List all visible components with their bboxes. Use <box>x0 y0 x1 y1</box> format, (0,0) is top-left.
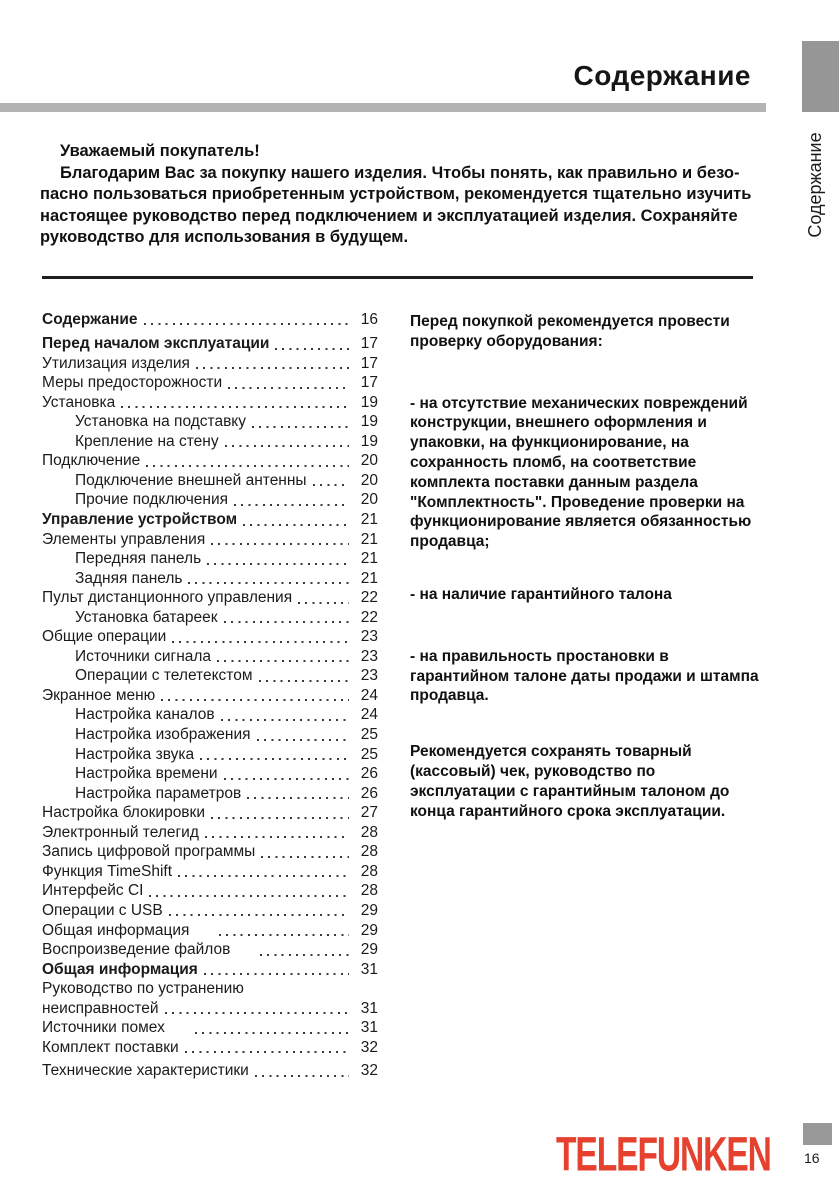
toc-row <box>42 861 378 881</box>
dotted-leader <box>207 563 349 565</box>
toc-item-label: Передняя панель <box>75 550 202 568</box>
section-divider <box>42 276 753 279</box>
toc-item-label: Установка на подставку <box>75 413 247 431</box>
toc-row <box>42 705 378 725</box>
toc-row <box>42 900 378 920</box>
toc-item-label: Настройка изображения <box>75 726 251 744</box>
toc-item-label: Перед началом эксплуатации <box>42 335 270 353</box>
toc-page-number: 32 <box>360 1062 378 1080</box>
intro-body <box>40 163 758 249</box>
dotted-leader <box>225 445 349 447</box>
toc-item-label: Утилизация изделия <box>42 354 190 372</box>
toc-item-label: Содержание <box>42 310 138 328</box>
intro-line: пасно пользоваться приобретенным устройством, рекомендуется тщательно изучить <box>40 185 752 203</box>
toc-row <box>42 549 378 569</box>
toc-row <box>42 979 378 999</box>
dotted-leader <box>257 739 349 741</box>
dotted-leader <box>149 895 349 897</box>
dotted-leader <box>275 348 349 350</box>
toc-page-number: 22 <box>360 589 378 607</box>
dotted-leader <box>204 973 349 975</box>
toc-row <box>42 1037 378 1057</box>
dotted-leader <box>185 1051 349 1053</box>
toc-row <box>42 959 378 979</box>
toc-page-number: 23 <box>360 667 378 685</box>
header-rule <box>0 103 766 112</box>
toc-item-label: Функция TimeShift <box>42 862 172 880</box>
toc-page-number: 32 <box>360 1038 378 1056</box>
toc-item-label: Настройка времени <box>75 765 218 783</box>
intro-line: Благодарим Вас за покупку нашего изделия. Чтобы понять, как правильно и безо- <box>60 163 740 182</box>
toc-item-label: Запись цифровой программы <box>42 843 256 861</box>
toc-row <box>42 666 378 686</box>
toc-row <box>42 334 378 354</box>
toc-item-label: Управление устройством <box>42 511 238 529</box>
toc-row <box>42 607 378 627</box>
toc-page-number: 26 <box>360 784 378 802</box>
toc-row <box>42 627 378 647</box>
dotted-leader <box>195 1032 349 1034</box>
toc-row <box>42 783 378 803</box>
toc-row <box>42 1018 378 1038</box>
dotted-leader <box>178 875 349 877</box>
note-paragraph: - на отсутствие механических повреждений конструкции, внешнего оформления и упаковки, на функционирование, на сохранность пломб, на соответствие комплекта поставки данным раздела "Комплектность". Проведение проверки на функционирование является обязанностью продавца; <box>410 394 752 551</box>
toc-row <box>42 392 378 412</box>
dotted-leader <box>144 323 350 325</box>
toc-row <box>42 529 378 549</box>
dotted-leader <box>169 914 349 916</box>
toc-row <box>42 509 378 529</box>
toc-row <box>42 646 378 666</box>
toc-item-label: Настройка параметров <box>75 784 242 802</box>
toc-item-label: Пульт дистанционного управления <box>42 589 293 607</box>
toc-item-label: Воспроизведение файлов <box>42 941 231 959</box>
toc-item-label: Источники сигнала <box>75 647 212 665</box>
toc-page-number: 17 <box>360 335 378 353</box>
dotted-leader <box>298 602 349 604</box>
toc-page-number: 29 <box>360 921 378 939</box>
dotted-leader <box>259 680 349 682</box>
toc-item-label: Операции с USB <box>42 901 163 919</box>
note-paragraph: Рекомендуется сохранять товарный (кассовый) чек, руководство по эксплуатации с гарантийным талоном до конца гарантийного срока эксплуатации. <box>410 743 730 820</box>
dotted-leader <box>234 504 349 506</box>
toc-row <box>42 431 378 451</box>
toc-item-label: Интерфейс CI <box>42 882 144 900</box>
purchase-notes <box>410 312 760 821</box>
toc-item-label: Крепление на стену <box>75 432 219 450</box>
dotted-leader <box>121 406 349 408</box>
dotted-leader <box>255 1075 349 1077</box>
dotted-leader <box>224 778 349 780</box>
toc-page-number: 28 <box>360 823 378 841</box>
dotted-leader <box>211 817 349 819</box>
dotted-leader <box>200 758 349 760</box>
toc-row <box>42 724 378 744</box>
toc-page-number: 23 <box>360 647 378 665</box>
dotted-leader <box>146 465 349 467</box>
dotted-leader <box>217 660 349 662</box>
toc-page-number: 29 <box>360 901 378 919</box>
toc-item-label: Руководство по устранению <box>42 980 244 998</box>
toc-row <box>42 309 378 329</box>
toc-item-label: Источники помех <box>42 1019 165 1037</box>
note-paragraph: - на наличие гарантийного талона <box>410 585 672 603</box>
toc-page-number: 22 <box>360 608 378 626</box>
toc-row <box>42 451 378 471</box>
toc-row <box>42 412 378 432</box>
toc-page-number: 26 <box>360 765 378 783</box>
toc-page-number: 24 <box>360 686 378 704</box>
toc-row <box>42 803 378 823</box>
toc-row <box>42 920 378 940</box>
toc-page-number: 24 <box>360 706 378 724</box>
dotted-leader <box>224 621 349 623</box>
toc-page-number: 28 <box>360 882 378 900</box>
section-tab-label: Содержание <box>805 132 825 238</box>
page-title: Содержание <box>573 60 751 91</box>
toc-row <box>42 588 378 608</box>
toc-page-number: 20 <box>360 452 378 470</box>
toc-page-number: 19 <box>360 393 378 411</box>
toc-row <box>42 764 378 784</box>
dotted-leader <box>313 484 349 486</box>
toc-row <box>42 470 378 490</box>
toc-page-number: 17 <box>360 374 378 392</box>
telefunken-logo: TELEFUNKEN <box>556 1127 771 1182</box>
toc-item-label: Подключение внешней антенны <box>75 471 307 489</box>
dotted-leader <box>252 426 349 428</box>
toc-item-label: Настройка звука <box>75 745 195 763</box>
toc-row <box>42 744 378 764</box>
toc-page-number: 21 <box>360 550 378 568</box>
dotted-leader <box>205 836 349 838</box>
dotted-leader <box>243 524 349 526</box>
dotted-leader <box>261 856 349 858</box>
toc-page-number: 31 <box>360 1019 378 1037</box>
toc-item-label: Меры предосторожности <box>42 374 223 392</box>
toc-item-label: Общие операции <box>42 628 167 646</box>
toc-row <box>42 353 378 373</box>
toc-row <box>42 685 378 705</box>
toc-page-number: 21 <box>360 569 378 587</box>
toc-page-number: 21 <box>360 530 378 548</box>
toc-item-label: Элементы управления <box>42 530 206 548</box>
toc-item-label: Настройка блокировки <box>42 804 205 822</box>
page-number: 16 <box>804 1150 820 1166</box>
toc-item-label: Подключение <box>42 452 141 470</box>
dotted-leader <box>260 954 349 956</box>
toc-item-label: Установка батареек <box>75 608 218 626</box>
toc-page-number: 20 <box>360 491 378 509</box>
dotted-leader <box>165 1012 349 1014</box>
toc-item-label: Задняя панель <box>75 569 183 587</box>
toc-row <box>42 568 378 588</box>
toc-row <box>42 822 378 842</box>
toc-page-number: 19 <box>360 413 378 431</box>
intro-line: настоящее руководство перед подключением и эксплуатацией изделия. Сохраняйте <box>40 206 738 225</box>
dotted-leader <box>211 543 349 545</box>
note-paragraph: Перед покупкой рекомендуется провести проверку оборудования: <box>410 313 730 350</box>
toc-row <box>42 490 378 510</box>
table-of-contents <box>42 309 378 1080</box>
toc-page-number: 21 <box>360 511 378 529</box>
toc-item-label: Общая информация <box>42 921 190 939</box>
toc-item-label: Технические характеристики <box>42 1062 249 1080</box>
toc-row <box>42 842 378 862</box>
toc-page-number: 31 <box>360 999 378 1017</box>
intro-line: руководство для использования в будущем. <box>40 228 409 246</box>
intro-note <box>40 141 758 249</box>
toc-page-number: 20 <box>360 471 378 489</box>
toc-page-number: 28 <box>360 862 378 880</box>
toc-item-label: неисправностей <box>42 999 159 1017</box>
toc-item-label: Настройка каналов <box>75 706 215 724</box>
toc-page-number: 27 <box>360 804 378 822</box>
dotted-leader <box>228 387 349 389</box>
toc-page-number: 23 <box>360 628 378 646</box>
dotted-leader <box>196 367 349 369</box>
toc-row <box>42 1061 378 1081</box>
toc-page-number: 17 <box>360 354 378 372</box>
toc-item-label: Операции с телетекстом <box>75 667 253 685</box>
dotted-leader <box>172 641 349 643</box>
note-paragraph: - на правильность простановки в гарантийном талоне даты продажи и штампа продавца. <box>410 647 759 705</box>
toc-page-number: 16 <box>360 310 378 328</box>
toc-row <box>42 940 378 960</box>
dotted-leader <box>221 719 349 721</box>
dotted-leader <box>247 797 349 799</box>
intro-salutation: Уважаемый покупатель! <box>60 142 260 160</box>
toc-page-number: 25 <box>360 745 378 763</box>
dotted-leader <box>161 699 349 701</box>
toc-page-number: 28 <box>360 843 378 861</box>
toc-row <box>42 998 378 1018</box>
toc-item-label: Экранное меню <box>42 686 156 704</box>
section-tab <box>802 41 839 112</box>
toc-item-label: Установка <box>42 393 116 411</box>
toc-page-number: 31 <box>360 960 378 978</box>
toc-item-label: Комплект поставки <box>42 1038 179 1056</box>
toc-page-number: 19 <box>360 432 378 450</box>
toc-row <box>42 881 378 901</box>
toc-row <box>42 373 378 393</box>
toc-item-label: Общая информация <box>42 960 198 978</box>
toc-item-label: Электронный телегид <box>42 823 199 841</box>
toc-page-number: 29 <box>360 941 378 959</box>
footer-gray-box <box>803 1123 832 1145</box>
dotted-leader <box>188 582 349 584</box>
dotted-leader <box>219 934 349 936</box>
toc-page-number: 25 <box>360 726 378 744</box>
toc-item-label: Прочие подключения <box>75 491 229 509</box>
